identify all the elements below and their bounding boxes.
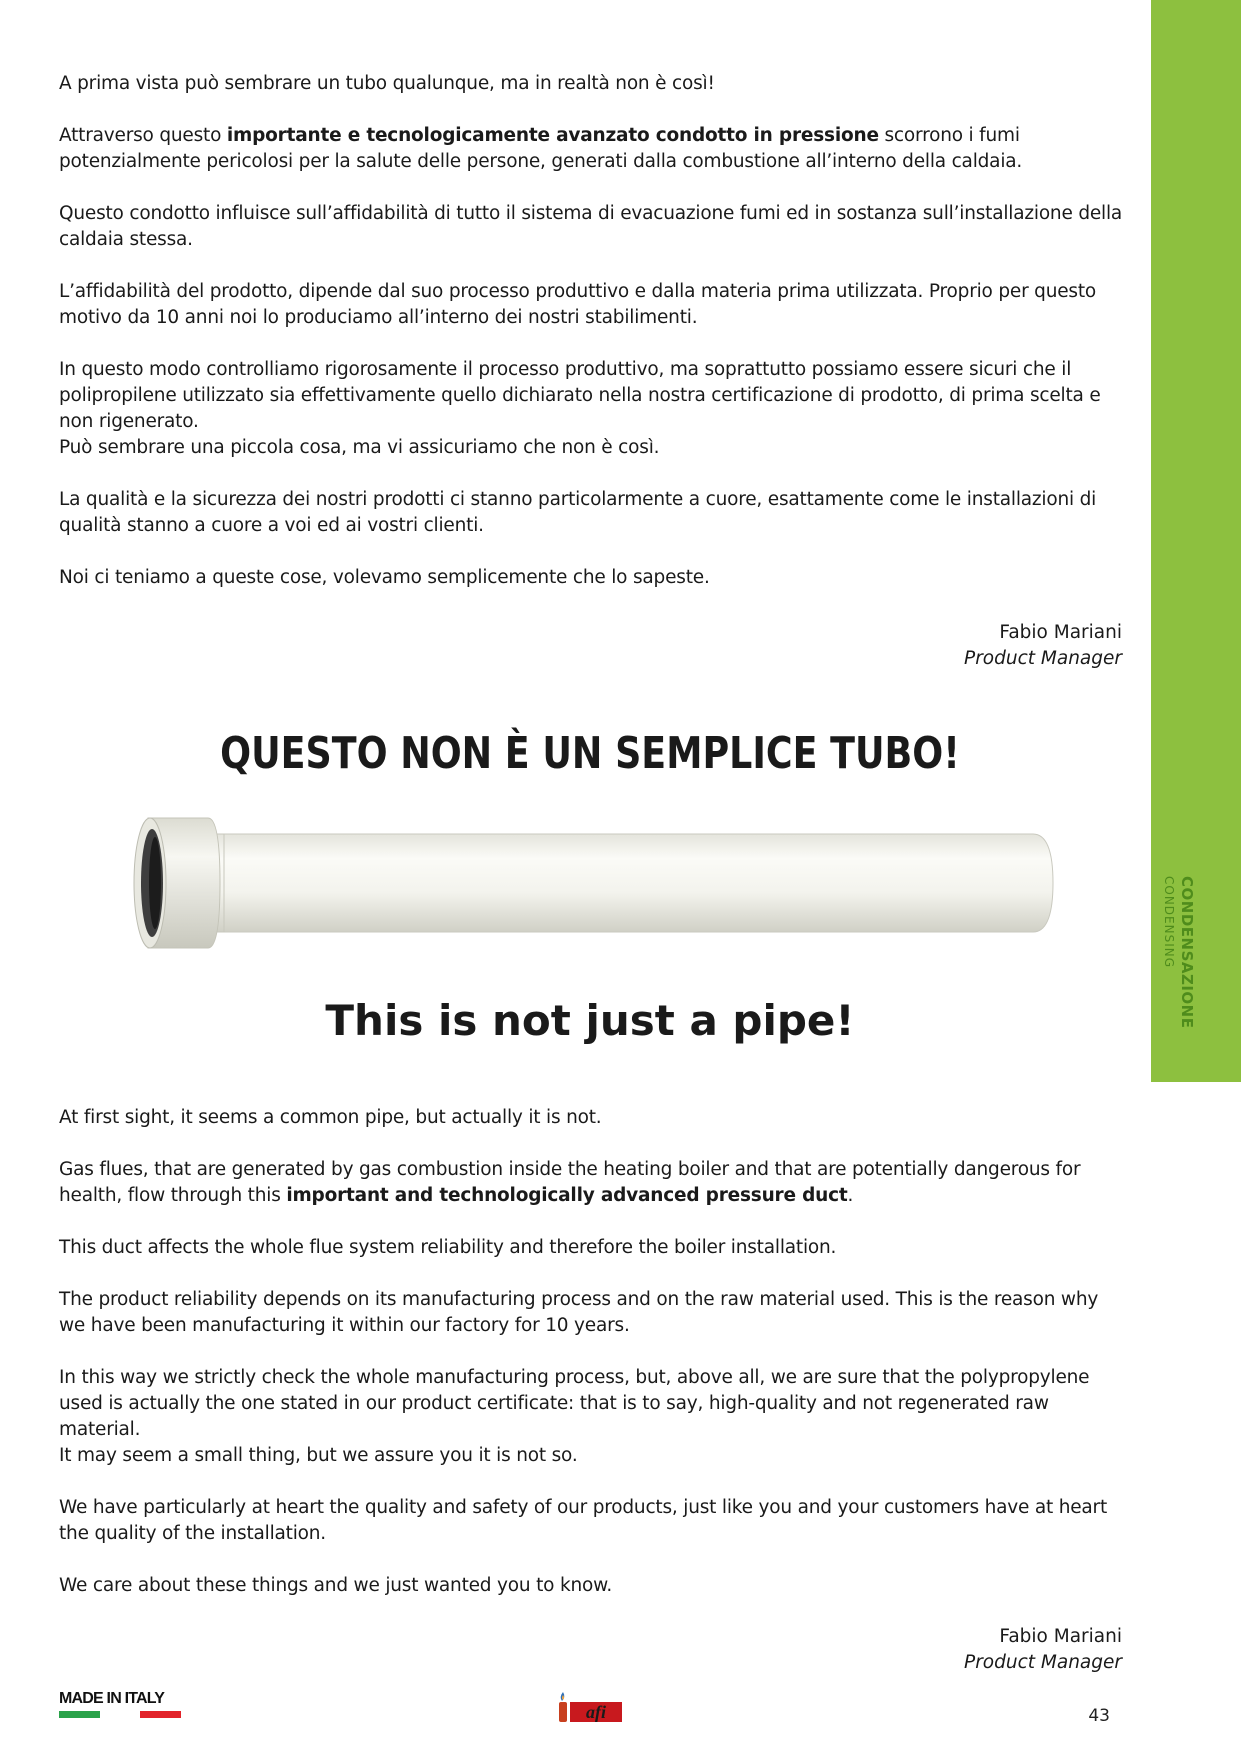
sidebar-sub-label: CONDENSING [1162, 876, 1176, 969]
paragraph: La qualità e la sicurezza dei nostri prodotti ci stanno particolarmente a cuore, esattamente come le installazioni di qualità stanno a cuore a voi ed ai vostri clienti. [59, 489, 1097, 536]
made-in-italy-text: MADE IN ITALY [59, 1690, 165, 1707]
italian-signature [964, 620, 1122, 672]
afi-logo-text: afi [586, 1702, 606, 1722]
headline-italian: QUESTO NON È UN SEMPLICE TUBO! [220, 728, 960, 779]
afi-logo [556, 1690, 624, 1726]
signature-name: Fabio Mariani [999, 1626, 1122, 1647]
paragraph: At first sight, it seems a common pipe, but actually it is not. [59, 1107, 602, 1128]
paragraph: Noi ci teniamo a queste cose, volevamo semplicemente che lo sapeste. [59, 567, 710, 588]
signature-role: Product Manager [964, 1652, 1122, 1673]
english-text [59, 1105, 1129, 1625]
paragraph: A prima vista può sembrare un tubo qualunque, ma in realtà non è così! [59, 73, 715, 94]
paragraph: In questo modo controlliamo rigorosamente il processo produttivo, ma soprattutto possiamo essere sicuri che il polipropilene utilizzato sia effettivamente quello dichiarato nella nostra certificazione di prodotto, di prima scelta e non rigenerato. [59, 359, 1101, 432]
paragraph: L’affidabilità del prodotto, dipende dal suo processo produttivo e dalla materia prima utilizzata. Proprio per questo motivo da 10 anni noi lo produciamo all’interno dei nostri stabilimenti. [59, 281, 1097, 328]
english-signature [964, 1624, 1122, 1676]
paragraph: We have particularly at heart the quality and safety of our products, just like you and your customers have at heart the quality of the installation. [59, 1497, 1108, 1544]
headline-english: This is not just a pipe! [325, 996, 855, 1045]
paragraph: Può sembrare una piccola cosa, ma vi assicuriamo che non è così. [59, 437, 660, 458]
paragraph: In this way we strictly check the whole manufacturing process, but, above all, we are sure that the polypropylene used is actually the one stated in our product certificate: that is to say, high-quality and not regenerated raw material. [59, 1367, 1090, 1440]
italian-text [59, 71, 1129, 617]
paragraph: The product reliability depends on its manufacturing process and on the raw material used. This is the reason why we have been manufacturing it within our factory for 10 years. [59, 1289, 1099, 1336]
signature-role: Product Manager [964, 648, 1122, 669]
sidebar-label [1151, 876, 1241, 1076]
paragraph: Questo condotto influisce sull’affidabilità di tutto il sistema di evacuazione fumi ed in sostanza sull’installazione della caldaia stessa. [59, 203, 1123, 250]
sidebar-main-label: CONDENSAZIONE [1178, 876, 1196, 1029]
made-in-italy-badge [59, 1690, 184, 1722]
paragraph: Attraverso questo importante e tecnologicamente avanzato condotto in pressione scorrono i fumi potenzialmente pericolosi per la salute delle persone, generati dalla combustione all’interno della caldaia. [59, 125, 1023, 172]
paragraph: Gas flues, that are generated by gas combustion inside the heating boiler and that are potentially dangerous for health, flow through this important and technologically advanced pressure duct. [59, 1159, 1081, 1206]
italian-flag-bar [59, 1711, 181, 1718]
signature-name: Fabio Mariani [999, 622, 1122, 643]
page-number: 43 [1088, 1706, 1110, 1726]
paragraph: We care about these things and we just wanted you to know. [59, 1575, 613, 1596]
pipe-image [128, 808, 1058, 958]
paragraph: It may seem a small thing, but we assure you it is not so. [59, 1445, 578, 1466]
paragraph: This duct affects the whole flue system reliability and therefore the boiler installation. [59, 1237, 837, 1258]
